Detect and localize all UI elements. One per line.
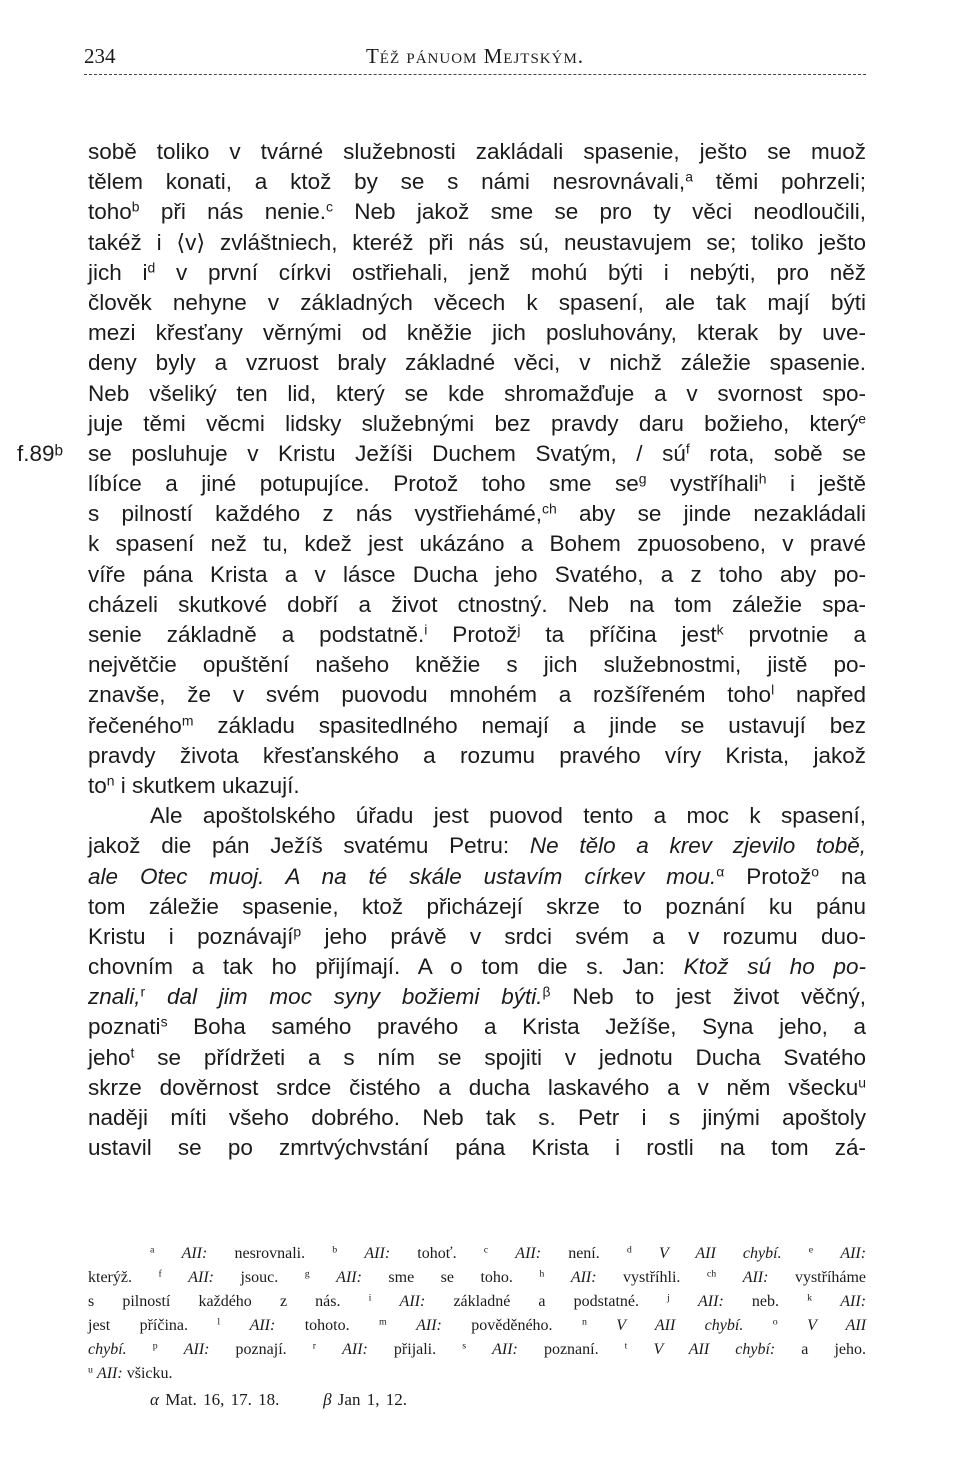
- margin-folio-note: f.89ᵇ: [17, 440, 64, 466]
- page-number: 234: [84, 44, 116, 68]
- footnote-line: jest příčina. $^l$ AII: tohoto. $^m$ AII: pověděného. $^n$ V AII chybí. $^o$ V AII: [88, 1316, 867, 1334]
- footnote-line: $^a$ AII: nesrovnali. $^b$ AII: tohoť. $^c$ AII: není. $^d$ V AII chybí. $^e$ AII:: [150, 1244, 867, 1262]
- text-line: Kristu i poznávají$^p$ jeho právě v srdci svém a v rozumu duo-: [88, 923, 866, 949]
- text-line: znavše, že v svém puovodu mnohém a rozšířeném toho$^l$ napřed: [88, 681, 867, 708]
- text-line: f.89ᵇ se posluhuje v Kristu Ježíši Duchem Svatým, / $sú^f$ rota, sobě se: [88, 439, 866, 469]
- text-line: tom záležie spasenie, ktož přicházejí skrze to poznání ku pánu: [88, 893, 866, 919]
- footnotes: [88, 1242, 866, 1414]
- footnote-line: chybí. $^p$ AII: poznají. $^r$ AII: přijali. $^s$ AII: poznaní. $^t$ V AII chybí: a jeho.: [88, 1340, 867, 1358]
- text-line: jakož die pán Ježíš svatému Petru: Ne tělo a krev zjevilo tobě,: [88, 833, 866, 859]
- footnote-line: s pilností každého z nás. $^i$ AII: základné a podstatné. $^j$ AII: neb. $^k$ AII:: [88, 1292, 867, 1310]
- header-rule: [84, 74, 866, 75]
- text-line: naději míti všeho dobrého. Neb tak s. Petr i s jinými apoštoly: [88, 1105, 866, 1130]
- text-line: juje těmi věcmi lidsky služebnými bez pravdy daru božieho, který$^e$: [88, 410, 866, 436]
- text-line: řečeného$^m$ základu spasitedlného nemají a jinde se ustavují bez: [88, 711, 866, 738]
- running-title: Též pánuom Mejtským.: [365, 44, 585, 68]
- text-line: ale Otec muoj. A na té skále ustavím církev mou.$^\alpha$ Protož$^o$ na: [88, 862, 867, 889]
- text-line: k spasení než tu, kdež jest ukázáno a Bohem zpuosobeno, v pravé: [88, 531, 866, 557]
- text-line: člověk nehyne v základných věcech k spasení, ale tak mají býti: [88, 289, 866, 315]
- footnote-line: kterýž. $^f$ AII: jsouc. $^g$ AII: sme se toho. $^h$ AII: vystříhli. $^{ch}$ AII: vystříháme: [88, 1268, 867, 1286]
- text-line: toho$^b$ při nás nenie.$^c$ Neb jakož sme se pro ty věci neodloučili,: [88, 198, 866, 225]
- text-line: tělem konati, a ktož by se s námi nesrovnávali,$^a$ těmi pohrzeli;: [88, 168, 866, 195]
- main-text: [17, 137, 867, 1163]
- text-line: poznati$^s$ Boha samého pravého a Krista Ježíše, Syna jeho, a: [88, 1013, 866, 1040]
- text-line: $to^n$ i skutkem ukazují.: [88, 772, 300, 798]
- biblical-references: α Mat. 16, 17. 18. β Jan 1, 12.: [150, 1390, 407, 1409]
- text-line: jich $i^d$ v první církvi ostřiehali, jenž mohú býti i nebýti, pro něž: [88, 259, 867, 285]
- text-line: znali,$^r$ dal jim moc syny božiemi býti.$^\beta$ Neb to jest život věčný,: [88, 983, 866, 1010]
- text-line: chovním a tak ho přijímají. A o tom die s. Jan: Ktož sú ho po-: [88, 954, 866, 980]
- text-line: největčie opuštění našeho kněžie s jich služebnostmi, jistě po-: [88, 652, 866, 678]
- text-line: líbíce a jiné potupujíce. Protož toho sme $se^g$ vystříhali$^h$ i ještě: [88, 470, 867, 497]
- page-header: [84, 44, 866, 74]
- text-line: senie základně a podstatně.$^i$ Protož$^j$ ta příčina jest$^k$ prvotnie a: [88, 621, 866, 647]
- text-line: jeho$^t$ se přídržeti a s ním se spojiti v jednotu Ducha Svatého: [88, 1043, 866, 1070]
- text-line: takéž i ⟨v⟩ zvláštniech, kteréž při nás sú, neustavujem se; toliko ješto: [88, 229, 866, 255]
- text-line: víře pána Krista a v lásce Ducha jeho Svatého, a z toho aby po-: [88, 561, 866, 587]
- text-line: mezi křesťany věrnými od kněžie jich posluhovány, kterak by uve-: [88, 320, 866, 346]
- text-line: Ale apoštolského úřadu jest puovod tento a moc k spasení,: [150, 803, 866, 829]
- text-line: deny byly a vzruost braly základné věci, v nichž záležie spasenie.: [88, 350, 866, 376]
- text-line: ustavil se po zmrtvýchvstání pána Krista i rostli na tom zá-: [88, 1135, 866, 1161]
- text-line: s pilností každého z nás vystřiehámé,$^{ch}$ aby se jinde nezakládali: [88, 500, 866, 527]
- text-line: Neb všeliký ten lid, který se kde shromažďuje a v svornost spo-: [88, 380, 866, 406]
- text-line: cházeli skutkové dobří a život ctnostný. Neb na tom záležie spa-: [88, 591, 866, 617]
- footnote-line: $^u$ AII: všicku.: [88, 1364, 173, 1382]
- text-line: pravdy života křesťanského a rozumu pravého víry Krista, jakož: [88, 742, 866, 768]
- text-line: skrze dověrnost srdce čistého a ducha laskavého a v něm všecku$^u$: [88, 1074, 866, 1100]
- text-line: sobě toliko v tvárné služebnosti zakládali spasenie, ješto se muož: [88, 139, 866, 164]
